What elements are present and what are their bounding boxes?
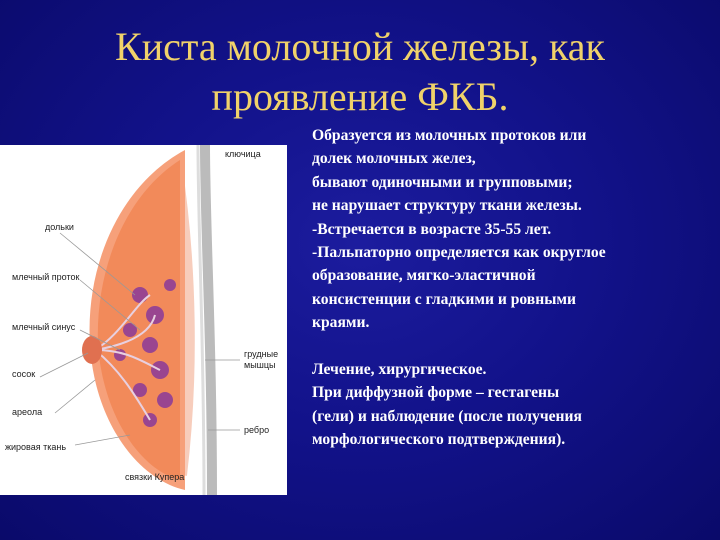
desc-line-3: бывают одиночными и групповыми; xyxy=(312,173,573,191)
desc-line-6: -Пальпаторно определяется как округлое xyxy=(312,244,606,262)
desc-line-4: не нарушает структуру ткани железы. xyxy=(312,197,582,215)
label-muscles-2: мышцы xyxy=(244,360,276,370)
title-line-1: Киста молочной железы, как xyxy=(115,24,605,69)
label-duct: млечный проток xyxy=(12,272,80,282)
treatment-line-1: Лечение, хирургическое. xyxy=(312,361,487,379)
desc-line-8: консистенции с гладкими и ровными xyxy=(312,290,576,308)
label-sinus: млечный синус xyxy=(12,322,76,332)
treatment-line-2: При диффузной форме – гестагены xyxy=(312,384,560,402)
desc-line-5: -Встречается в возрасте 35-55 лет. xyxy=(312,220,552,238)
desc-line-2: долек молочных желез, xyxy=(312,150,476,168)
slide-title xyxy=(60,22,660,122)
desc-line-9: краями. xyxy=(312,314,370,332)
breast-anatomy-figure xyxy=(0,145,287,495)
treatment-line-3: (гели) и наблюдение (после получения xyxy=(312,407,582,425)
label-lobules: дольки xyxy=(45,222,74,232)
paragraph-gap xyxy=(312,335,707,358)
desc-line-1: Образуется из молочных протоков или xyxy=(312,127,587,144)
label-areola: ареола xyxy=(12,407,43,417)
label-clavicle: ключица xyxy=(225,149,261,159)
label-muscles-1: грудные xyxy=(244,349,279,359)
title-line-2: проявление ФКБ. xyxy=(211,74,509,119)
description-text xyxy=(312,124,707,452)
anatomy-illustration xyxy=(0,145,287,495)
label-nipple: сосок xyxy=(12,369,36,379)
label-rib: ребро xyxy=(244,425,270,435)
desc-line-7: образование, мягко-эластичной xyxy=(312,267,536,285)
treatment-line-4: морфологического подтверждения). xyxy=(312,431,566,449)
label-fat: жировая ткань xyxy=(5,442,67,452)
label-ligaments: связки Купера xyxy=(125,472,185,482)
